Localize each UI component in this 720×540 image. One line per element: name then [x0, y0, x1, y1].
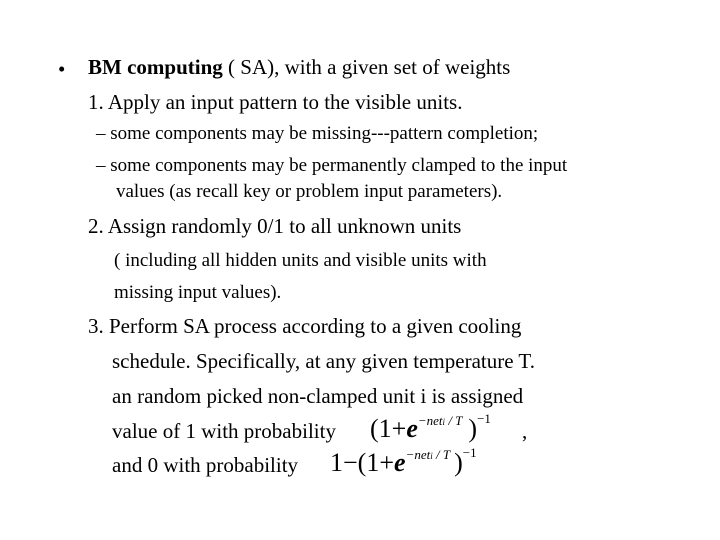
step1-sub1: – some components may be missing---pattern completion;	[96, 123, 539, 144]
formula1-exp-net: −net	[417, 413, 443, 428]
step3-line4-comma: ,	[522, 419, 528, 443]
formula1-exponent	[418, 413, 463, 428]
formula-probability-zero	[330, 445, 477, 477]
step3-line3: an random picked non-clamped unit i is assigned	[112, 384, 524, 408]
formula2-close: )	[454, 448, 463, 477]
step3-line1: 3. Perform SA process according to a given cooling	[88, 314, 522, 338]
step3-line5: and 0 with probability	[112, 453, 299, 477]
heading-bold: BM computing	[88, 55, 223, 79]
step1-sub2b: values (as recall key or problem input parameters).	[116, 181, 503, 202]
formula2-minus: −	[343, 448, 358, 477]
formula1-plus: +	[391, 414, 407, 443]
step3-line4: value of 1 with probability	[112, 419, 336, 443]
step2-sub1: ( including all hidden units and visible units with	[114, 250, 487, 271]
formula2-power: −1	[462, 445, 477, 460]
formula2-open: (1	[357, 448, 380, 477]
formula2-exp-i: i	[430, 451, 433, 461]
step2-text: 2. Assign randomly 0/1 to all unknown units	[88, 214, 462, 238]
formula2-exponent	[406, 447, 451, 462]
step1-sub2a: – some components may be permanently clamped to the input	[96, 155, 568, 176]
formula2-exp-div: / T	[432, 447, 451, 462]
formula2-exp-net: −net	[405, 447, 431, 462]
formula2-e: e	[394, 448, 406, 477]
formula-probability-one	[370, 411, 491, 443]
formula1-open: (1	[370, 414, 392, 443]
heading-line	[88, 57, 510, 78]
step3-line2: schedule. Specifically, at any given temperature T.	[112, 349, 535, 373]
formula2-plus: +	[379, 448, 395, 477]
formula1-close: )	[468, 414, 478, 443]
step1-text: 1. Apply an input pattern to the visible units.	[88, 90, 463, 114]
formula1-exp-div: / T	[445, 413, 463, 428]
bullet-marker: •	[58, 57, 66, 81]
step2-sub2: missing input values).	[114, 282, 282, 303]
formula1-e: e	[406, 414, 418, 443]
formula1-power: −1	[477, 411, 491, 426]
heading-rest: ( SA), with a given set of weights	[222, 55, 511, 79]
formula1-exp-i: i	[442, 417, 446, 427]
formula2-one: 1	[330, 448, 343, 477]
